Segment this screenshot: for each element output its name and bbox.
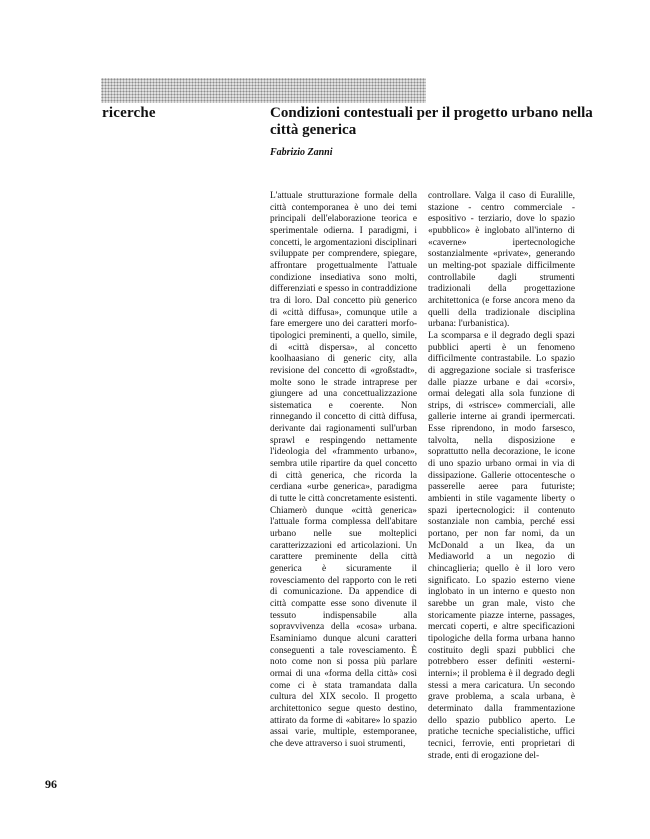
body-column-right xyxy=(428,191,575,762)
body-column-left xyxy=(270,191,417,751)
article-author: Fabrizio Zanni xyxy=(270,147,333,158)
halftone-header-bar xyxy=(101,78,426,103)
page-number: 96 xyxy=(45,777,57,791)
article-title: Condizioni contestuali per il progetto urbano nella città generica xyxy=(270,105,593,138)
section-label: ricerche xyxy=(102,105,156,121)
body-paragraph: La scomparsa e il degrado degli spazi pubblici aperti è un fenomeno difficilmente contrastabile. Lo spazio di aggregazione sociale si trasferisce dalle piazze urbane e dai «corsi», ormai delegati alla sola funzione di strips, di «strisce» commerciali, alle gallerie interne ai grandi ipermercati. Esse riprendono, in modo farsesco, talvolta, nella disposizione e soprattutto nella decorazione, le icone di uno spazio urbano ormai in via di dissipazione. Gallerie ottocentesche o passerelle aeree para futuriste; ambienti in stile vagamente liberty o spazi ipertecnologici: il contenuto sostanziale non cambia, perché essi portano, per non far nomi, da un McDonald a un Ikea, da un Mediaworld a un negozio di chincaglieria; quello è il loro vero significato. Lo spazio esterno viene inglobato in un interno e questo non sarebbe un gran male, visto che storicamente piazze interne, passages, mercati coperti, e altre specificazioni tipologiche della forma urbana hanno costituito degli spazi pubblici che potrebbero esser definiti «esterni-interni»; il problema è il degrado degli stessi a mera caricatura. Un secondo grave problema, a scala urbana, è determinato dalla frammentazione dello spazio pubblico aperto. Le pratiche tecniche specialistiche, uffici tecnici, ferrovie, enti proprietari di strade, enti di erogazione del- xyxy=(428,330,575,761)
body-paragraph: controllare. Valga il caso di Euralille, stazione - centro commerciale - espositivo - terziario, dove lo spazio «pubblico» è inglobato all'interno di «caverne» ipertecnologiche sostanzialmente «private», generando un melting-pot spaziale difficilmente controllabile dagli strumenti tradizionali della progettazione architettonica (e forse ancora meno da quelli della tradizionale disciplina urbana: l'urbanistica). xyxy=(428,191,575,330)
body-paragraph: L'attuale strutturazione formale della città contemporanea è uno dei temi principali dell'elaborazione teorica e sperimentale odierna. I paradigmi, i concetti, le argomentazioni disciplinari sviluppate per comprendere, spiegare, affrontare progettualmente l'attuale condizione insediativa sono molti, differenziati e spesso in contraddizione tra di loro. Dal concetto più generico di «città diffusa», comunque utile a fare emergere uno dei caratteri morfo-tipologici preminenti, a quello, simile, di «città dispersa», al concetto koolhaasiano di generic city, alla revisione del concetto di «großstadt», molte sono le strade intraprese per giungere ad una concettualizzazione sistematica e coerente. Non rinnegando il concetto di città diffusa, derivante dai ragionamenti sull'urban sprawl e respingendo nettamente l'ideologia del «frammento urbano», sembra utile ripartire da quel concetto di città generica, che ricorda la cerdiana «urbe generica», paradigma di tutte le città concretamente esistenti. Chiamerò dunque «città generica» l'attuale forma complessa dell'abitare urbano nelle sue molteplici caratterizzazioni ed articolazioni. Un carattere preminente della città generica è sicuramente il rovesciamento del rapporto con le reti di comunicazione. Da appendice di città compatte esse sono divenute il tessuto indispensabile alla sopravvivenza della «cosa» urbana. Esaminiamo dunque alcuni caratteri conseguenti a tale rovesciamento. È noto come non si possa più parlare ormai di una «forma della città» così come ci è stata tramandata dalla cultura del XIX secolo. Il progetto architettonico segue questo destino, attirato da forme di «abitare» lo spazio assai varie, multiple, estemporanee, che deve attraverso i suoi strumenti, xyxy=(270,191,417,749)
